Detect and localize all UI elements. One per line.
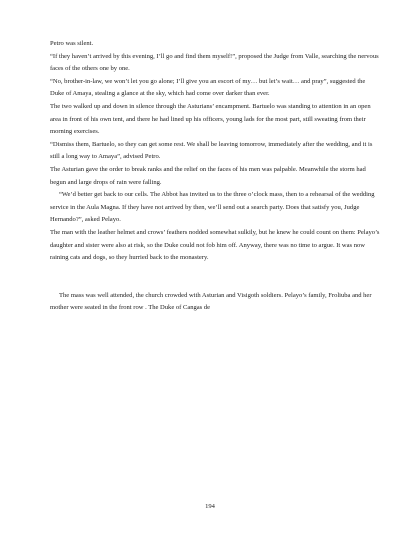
paragraph: “If they haven’t arrived by this evening, I’ll go and find them myself!”, proposed the Judge from Valle, searching the nervous faces of the others one by one. (50, 52, 379, 73)
paragraph: “We’d better get back to our cells. The Abbot has invited us to the three o’clock mass, then to a rehearsal of the wedding service in the Aula Magna. If they have not arrived by then, we’ll send out a search party. Does that satisfy you, Judge Hernando?”, asked Pelayo. (50, 191, 375, 224)
paragraph: The two walked up and down in silence through the Asturians’ encampment. Bartuelo was standing to attention in an open area in front of his own tent, and there he had lined up his officers, young lads for the most part, still sweating from their morning exercises. (50, 102, 371, 136)
page-number: 194 (205, 503, 215, 510)
body-text (50, 38, 380, 315)
paragraph: The Asturian gave the order to break ranks and the relief on the faces of his men was palpable. Meanwhile the storm had begun and large drops of rain were falling. (50, 165, 366, 186)
paragraph: Petro was silent. (50, 40, 94, 47)
paragraph: The man with the leather helmet and crows’ feathers nodded somewhat sulkily, but he knew he could count on them: Pelayo’s daughter and sister were also at risk, so the Duke could not fob him off. Anyway, there was no time to argue. It was now raining cats and dogs, so they hurried back to the monastery. (50, 228, 380, 262)
paragraph: “No, brother-in-law, we won’t let you go alone; I’ll give you an escort of my… but let’s wait… and pray”, suggested the Duke of Amaya, stealing a glance at the sky, which had come over darker than ever. (50, 77, 366, 98)
paragraph: “Dismiss them, Bartuelo, so they can get some rest. We shall be leaving tomorrow, immediately after the wedding, and it is still a long way to Amaya”, advised Petro. (50, 140, 373, 161)
paragraph: The mass was well attended, the church crowded with Asturian and Visigoth soldiers. Pelayo’s family, Froliuba and her mother were seated in the front row . The Duke of Cangas de (50, 291, 372, 312)
section-gap (50, 265, 380, 290)
